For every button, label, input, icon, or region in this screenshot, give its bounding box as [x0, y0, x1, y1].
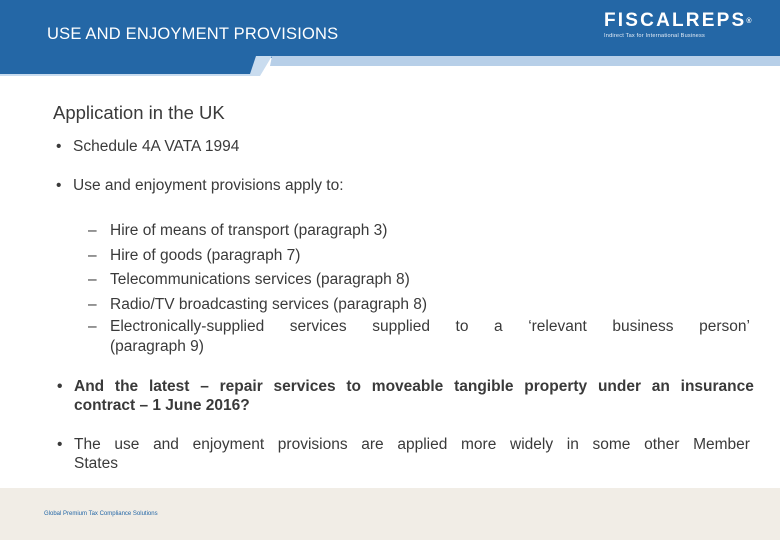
- dash-marker: –: [88, 318, 97, 335]
- bullet-latest-line1: [74, 377, 754, 396]
- band-stripe: [270, 56, 780, 66]
- section-title: Application in the UK: [53, 102, 225, 123]
- word: use: [114, 436, 140, 453]
- bullet-other-line1: [74, 435, 750, 454]
- sub-item-text: Hire of means of transport (paragraph 3): [110, 222, 388, 239]
- bullet-dot: •: [56, 177, 62, 194]
- bullet-text: Schedule 4A VATA 1994: [73, 138, 240, 155]
- word: –: [200, 378, 209, 395]
- word: Member: [693, 436, 750, 453]
- bullet-dot: •: [57, 378, 63, 395]
- word: ‘relevant: [528, 318, 587, 335]
- bullet-dot: •: [56, 138, 62, 155]
- bullet-use-enjoyment: [56, 176, 344, 195]
- word: services: [273, 378, 336, 395]
- word: enjoyment: [192, 436, 265, 453]
- header-bar: [0, 0, 780, 58]
- logo-name: [604, 10, 752, 31]
- registered-mark: ®: [746, 18, 752, 25]
- word: person’: [699, 318, 750, 335]
- bullet-schedule: [56, 137, 240, 156]
- logo-name-text: FISCALREPS: [604, 10, 747, 31]
- sub-item-goods: [88, 244, 750, 269]
- slide-title: USE AND ENJOYMENT PROVISIONS: [47, 25, 339, 43]
- sub-item-text: Radio/TV broadcasting services (paragraph 8): [110, 295, 428, 313]
- word: and: [153, 436, 179, 453]
- dash-marker: –: [88, 222, 97, 239]
- bullet-other-line2: States: [74, 455, 118, 472]
- sub-item-electronic: [88, 317, 750, 357]
- word: Electronically-supplied: [110, 318, 265, 335]
- dash-marker: –: [88, 271, 97, 288]
- sub-item-transport: [88, 219, 750, 244]
- word: And: [74, 378, 105, 395]
- bullet-latest-line2: contract – 1 June 2016?: [74, 397, 250, 414]
- dash-marker: –: [88, 295, 97, 313]
- sub-item-text-continued: (paragraph 9): [110, 338, 204, 355]
- word: supplied: [372, 318, 430, 335]
- sub-item-text: Hire of goods (paragraph 7): [110, 246, 301, 264]
- word: widely: [510, 436, 554, 453]
- word: business: [612, 318, 674, 335]
- word: more: [461, 436, 497, 453]
- word: the: [114, 378, 139, 395]
- word: in: [566, 436, 579, 453]
- word: moveable: [371, 378, 444, 395]
- sub-item-telecom: [88, 268, 750, 293]
- word: provisions: [277, 436, 348, 453]
- bullet-other-member-states: [57, 435, 750, 473]
- bullet-text: Use and enjoyment provisions apply to:: [73, 177, 344, 194]
- content-area: [53, 102, 753, 124]
- word: The: [74, 436, 101, 453]
- bullet-latest: [57, 377, 754, 415]
- word: insurance: [680, 378, 754, 395]
- band-dark-shape: [0, 56, 256, 74]
- word: applied: [397, 436, 448, 453]
- dash-marker: –: [88, 246, 97, 264]
- word: a: [494, 318, 503, 335]
- word: some: [592, 436, 631, 453]
- word: latest: [148, 378, 190, 395]
- fiscalreps-logo: [604, 10, 752, 39]
- word: other: [644, 436, 680, 453]
- word: under: [597, 378, 641, 395]
- word: an: [651, 378, 670, 395]
- word: repair: [219, 378, 263, 395]
- word: to: [455, 318, 469, 335]
- sub-item-text: [110, 317, 750, 337]
- word: property: [524, 378, 588, 395]
- sub-item-broadcasting: [88, 293, 750, 318]
- word: are: [361, 436, 384, 453]
- sub-list: [88, 219, 750, 357]
- word: tangible: [454, 378, 514, 395]
- bullet-dot: •: [57, 436, 63, 453]
- sub-item-text: Telecommunications services (paragraph 8): [110, 271, 410, 288]
- header-accent-band: [0, 56, 780, 76]
- word: services: [289, 318, 347, 335]
- logo-tagline: Indirect Tax for International Business: [604, 33, 705, 39]
- footer-text: Global Premium Tax Compliance Solutions: [44, 511, 158, 517]
- word: to: [346, 378, 361, 395]
